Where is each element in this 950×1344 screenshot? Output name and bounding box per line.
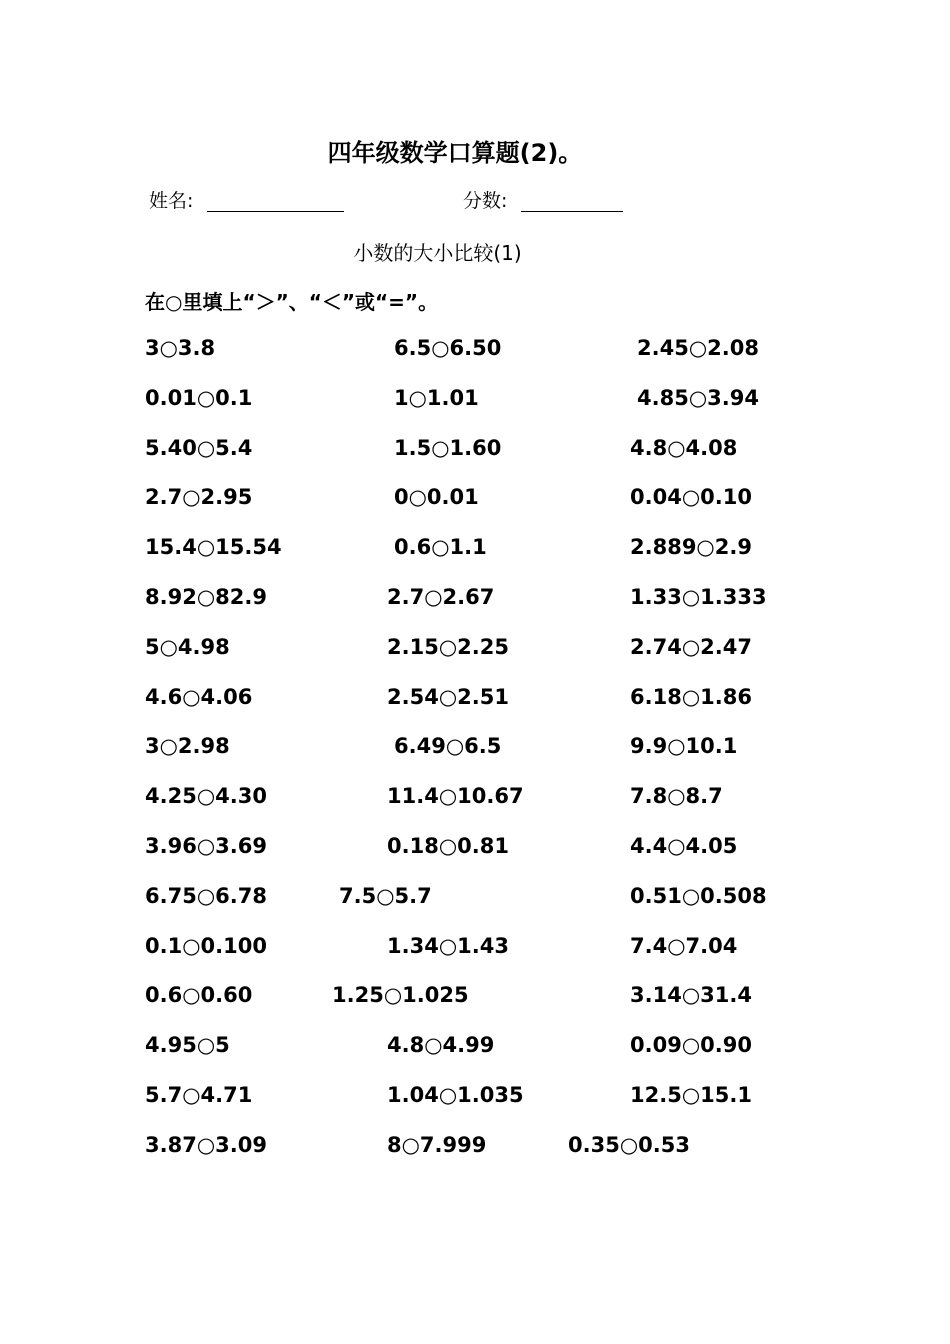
- comparison-problem: 3○3.8: [145, 336, 216, 360]
- comparison-problem: 5○4.98: [145, 635, 230, 659]
- instruction-text: 在○里填上“＞”、“＜”或“=”。: [145, 290, 439, 314]
- comparison-problem: 4.4○4.05: [630, 834, 738, 858]
- comparison-problem: 0.04○0.10: [630, 485, 752, 509]
- comparison-problem: 3.87○3.09: [145, 1133, 267, 1157]
- name-blank-line: [207, 211, 344, 212]
- comparison-problem: 2.74○2.47: [630, 635, 752, 659]
- page-title: 四年级数学口算题(2)。: [327, 139, 583, 167]
- comparison-problem: 11.4○10.67: [387, 784, 524, 808]
- comparison-problem: 15.4○15.54: [145, 535, 282, 559]
- comparison-problem: 12.5○15.1: [630, 1083, 752, 1107]
- comparison-problem: 0.35○0.53: [568, 1133, 690, 1157]
- comparison-problem: 0.18○0.81: [387, 834, 509, 858]
- comparison-problem: 3.14○31.4: [630, 983, 752, 1007]
- comparison-problem: 1.04○1.035: [387, 1083, 524, 1107]
- comparison-problem: 4.8○4.08: [630, 436, 738, 460]
- section-subtitle: 小数的大小比较(1): [353, 241, 522, 265]
- comparison-problem: 9.9○10.1: [630, 734, 738, 758]
- comparison-problem: 1.5○1.60: [394, 436, 502, 460]
- comparison-problem: 8.92○82.9: [145, 585, 267, 609]
- comparison-problem: 1.34○1.43: [387, 934, 509, 958]
- comparison-problem: 4.25○4.30: [145, 784, 267, 808]
- comparison-problem: 4.6○4.06: [145, 685, 253, 709]
- comparison-problem: 2.54○2.51: [387, 685, 509, 709]
- comparison-problem: 3○2.98: [145, 734, 230, 758]
- comparison-problem: 0.01○0.1: [145, 386, 253, 410]
- name-label: 姓名:: [149, 190, 194, 212]
- comparison-problem: 1○1.01: [394, 386, 479, 410]
- comparison-problem: 0.09○0.90: [630, 1033, 752, 1057]
- comparison-problem: 2.889○2.9: [630, 535, 752, 559]
- comparison-problem: 2.15○2.25: [387, 635, 509, 659]
- comparison-problem: 1.25○1.025: [332, 983, 469, 1007]
- score-label: 分数:: [463, 190, 508, 212]
- comparison-problem: 2.7○2.95: [145, 485, 253, 509]
- comparison-problem: 6.18○1.86: [630, 685, 752, 709]
- score-blank-line: [521, 211, 623, 212]
- comparison-problem: 0.6○0.60: [145, 983, 253, 1007]
- comparison-problem: 3.96○3.69: [145, 834, 267, 858]
- comparison-problem: 7.5○5.7: [339, 884, 432, 908]
- comparison-problem: 0○0.01: [394, 485, 479, 509]
- comparison-problem: 7.4○7.04: [630, 934, 738, 958]
- comparison-problem: 6.5○6.50: [394, 336, 502, 360]
- comparison-problem: 2.45○2.08: [637, 336, 759, 360]
- comparison-problem: 6.75○6.78: [145, 884, 267, 908]
- comparison-problem: 6.49○6.5: [394, 734, 502, 758]
- comparison-problem: 5.7○4.71: [145, 1083, 253, 1107]
- comparison-problem: 1.33○1.333: [630, 585, 767, 609]
- comparison-problem: 2.7○2.67: [387, 585, 495, 609]
- comparison-problem: 4.8○4.99: [387, 1033, 495, 1057]
- comparison-problem: 5.40○5.4: [145, 436, 253, 460]
- comparison-problem: 8○7.999: [387, 1133, 487, 1157]
- comparison-problem: 7.8○8.7: [630, 784, 723, 808]
- comparison-problem: 0.1○0.100: [145, 934, 267, 958]
- comparison-problem: 4.85○3.94: [637, 386, 759, 410]
- comparison-problem: 0.51○0.508: [630, 884, 767, 908]
- comparison-problem: 4.95○5: [145, 1033, 230, 1057]
- comparison-problem: 0.6○1.1: [394, 535, 487, 559]
